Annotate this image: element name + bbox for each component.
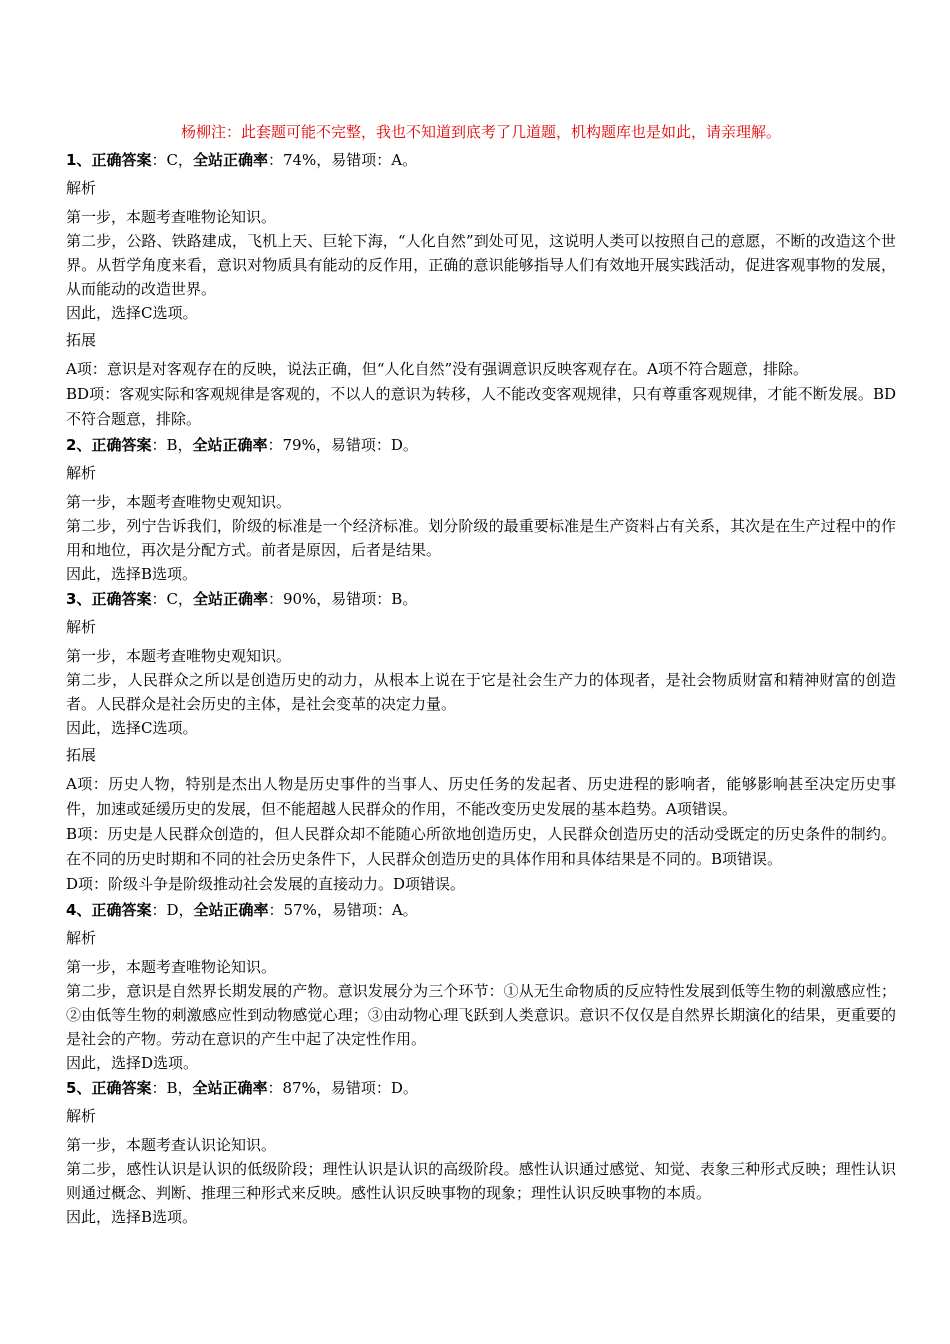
analysis-heading: 解析 [66, 464, 97, 482]
question-number: 2、 [66, 436, 92, 454]
extension-paragraph: A项：意识是对客观存在的反映，说法正确，但“人化自然”没有强调意识反映客观存在。A项不符合题意，排除。 [66, 360, 809, 378]
rate-label: 全站正确率 [192, 1079, 268, 1097]
extension-paragraph: A项：历史人物，特别是杰出人物是历史事件的当事人、历史任务的发起者、历史进程的影响者，能够影响甚至决定历史事件，加速或延缓历史的发展，但不能超越人民群众的作用，不能改变历史发展的基本趋势。A项错误。 [66, 775, 896, 818]
editor-note: 杨柳注：此套题可能不完整，我也不知道到底考了几道题，机构题库也是如此，请亲理解。 [180, 123, 781, 141]
extension-heading: 拓展 [66, 746, 97, 764]
rate-label: 全站正确率 [193, 901, 269, 919]
analysis-paragraph: 第二步，公路、铁路建成，飞机上天、巨轮下海，“人化自然”到处可见，这说明人类可以按照自己的意愿，不断的改造这个世界。从哲学角度来看，意识对物质具有能动的反作用，正确的意识能够指导人们有效地开展实践活动，促进客观事物的发展，从而能动的改造世界。 [66, 232, 896, 298]
analysis-paragraph: 第一步，本题考查唯物论知识。 [66, 208, 277, 226]
question-list [66, 149, 896, 1229]
analysis-paragraph: 第一步，本题考查唯物史观知识。 [66, 647, 292, 665]
question-number: 3、 [66, 590, 92, 608]
answer-value: ：B， [151, 1079, 193, 1097]
analysis-paragraph: 第一步，本题考查唯物论知识。 [66, 958, 277, 976]
rate-label: 全站正确率 [192, 151, 268, 169]
document-page [66, 121, 896, 1229]
analysis-paragraph: 第一步，本题考查唯物史观知识。 [66, 493, 292, 511]
answer-value: ：D， [151, 901, 194, 919]
question-block [66, 588, 896, 897]
question-block [66, 1077, 896, 1229]
question-header [66, 434, 896, 456]
analysis-paragraph: 第二步，感性认识是认识的低级阶段；理性认识是认识的高级阶段。感性认识通过感觉、知觉、表象三种形式反映；理性认识则通过概念、判断、推理三种形式来反映。感性认识反映事物的现象；理性认识反映事物的本质。 [66, 1160, 896, 1202]
rate-value: ：90%，易错项：B。 [267, 590, 418, 608]
rate-value: ：79%，易错项：D。 [267, 436, 418, 454]
question-header [66, 588, 896, 610]
analysis-heading: 解析 [66, 179, 97, 197]
answer-label: 正确答案 [91, 901, 152, 919]
analysis-heading: 解析 [66, 1107, 97, 1125]
answer-label: 正确答案 [91, 151, 152, 169]
extension-paragraph: B项：历史是人民群众创造的，但人民群众却不能随心所欲地创造历史，人民群众创造历史的活动受既定的历史条件的制约。在不同的历史时期和不同的社会历史条件下，人民群众创造历史的具体作用和具体结果是不同的。B项错误。 [66, 825, 896, 868]
rate-value: ：87%，易错项：D。 [267, 1079, 418, 1097]
extension-heading: 拓展 [66, 331, 97, 349]
question-number: 1、 [66, 151, 92, 169]
analysis-paragraph: 因此，选择C选项。 [66, 719, 198, 737]
answer-label: 正确答案 [91, 436, 152, 454]
extension-paragraph: BD项：客观实际和客观规律是客观的，不以人的意识为转移，人不能改变客观规律，只有尊重客观规律，才能不断发展。BD不符合题意，排除。 [66, 385, 896, 428]
question-header [66, 1077, 896, 1099]
analysis-paragraph: 因此，选择B选项。 [66, 565, 198, 583]
analysis-paragraph: 因此，选择C选项。 [66, 304, 198, 322]
extension-paragraph: D项：阶级斗争是阶级推动社会发展的直接动力。D项错误。 [66, 875, 466, 893]
analysis-heading: 解析 [66, 618, 97, 636]
question-header [66, 149, 896, 171]
analysis-paragraph: 因此，选择B选项。 [66, 1208, 198, 1226]
analysis-paragraph: 因此，选择D选项。 [66, 1054, 199, 1072]
analysis-paragraph: 第二步，意识是自然界长期发展的产物。意识发展分为三个环节：①从无生命物质的反应特性发展到低等生物的刺激感应性；②由低等生物的刺激感应性到动物感觉心理；③由动物心理飞跃到人类意识。意识不仅仅是自然界长期演化的结果，更重要的是社会的产物。劳动在意识的产生中起了决定性作用。 [66, 982, 896, 1048]
rate-value: ：57%，易错项：A。 [268, 901, 418, 919]
question-number: 5、 [66, 1079, 92, 1097]
answer-value: ：C， [151, 151, 193, 169]
question-block [66, 899, 896, 1075]
rate-label: 全站正确率 [192, 590, 268, 608]
analysis-paragraph: 第一步，本题考查认识论知识。 [66, 1136, 277, 1154]
rate-value: ：74%，易错项：A。 [267, 151, 418, 169]
answer-label: 正确答案 [91, 1079, 152, 1097]
answer-value: ：B， [151, 436, 193, 454]
analysis-paragraph: 第二步，列宁告诉我们，阶级的标准是一个经济标准。划分阶级的最重要标准是生产资料占有关系，其次是在生产过程中的作用和地位，再次是分配方式。前者是原因，后者是结果。 [66, 517, 896, 559]
question-block [66, 149, 896, 432]
analysis-paragraph: 第二步，人民群众之所以是创造历史的动力，从根本上说在于它是社会生产力的体现者，是社会物质财富和精神财富的创造者。人民群众是社会历史的主体，是社会变革的决定力量。 [66, 671, 896, 713]
rate-label: 全站正确率 [192, 436, 268, 454]
question-number: 4、 [66, 901, 92, 919]
analysis-heading: 解析 [66, 929, 97, 947]
answer-value: ：C， [151, 590, 193, 608]
question-header [66, 899, 896, 921]
question-block [66, 434, 896, 586]
answer-label: 正确答案 [91, 590, 152, 608]
